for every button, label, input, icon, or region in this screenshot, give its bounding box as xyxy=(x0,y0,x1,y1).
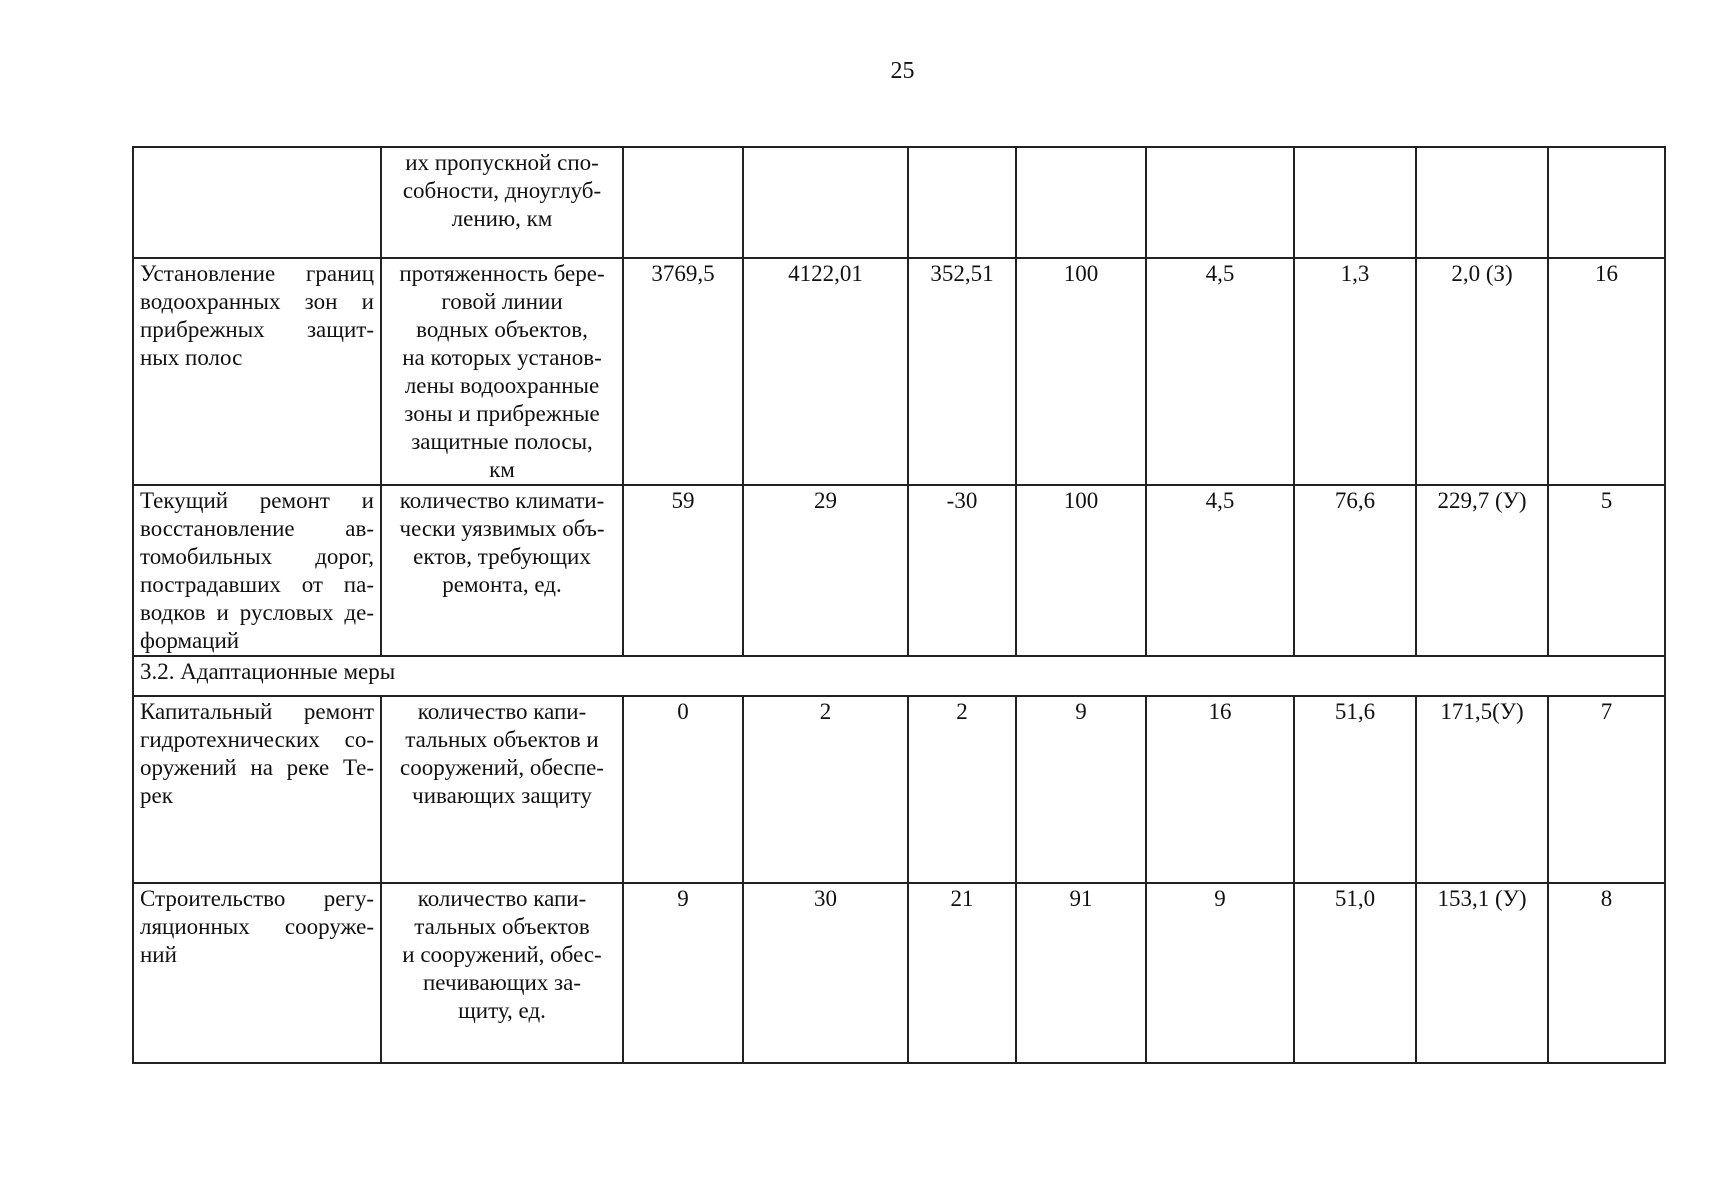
table-row xyxy=(133,696,1665,883)
value-cell xyxy=(743,147,908,258)
measure-cell: Капитальный ремонт гидротехнических со-оружений на реке Те-рек xyxy=(133,696,381,883)
value-cell: 2 xyxy=(908,696,1016,883)
value-cell xyxy=(908,147,1016,258)
value-cell: 16 xyxy=(1146,696,1294,883)
page-number: 25 xyxy=(890,58,915,84)
value-cell: 4122,01 xyxy=(743,258,908,485)
value-cell: 29 xyxy=(743,485,908,656)
measures-table xyxy=(132,146,1666,1064)
value-cell: 30 xyxy=(743,883,908,1063)
value-cell: 4,5 xyxy=(1146,485,1294,656)
value-cell: 16 xyxy=(1548,258,1665,485)
table-row xyxy=(133,147,1665,258)
section-title: 3.2. Адаптационные меры xyxy=(133,656,1665,696)
value-cell: 171,5(У) xyxy=(1416,696,1548,883)
table-row xyxy=(133,485,1665,656)
value-cell: 21 xyxy=(908,883,1016,1063)
value-cell xyxy=(1146,147,1294,258)
value-cell xyxy=(1016,147,1146,258)
value-cell: 229,7 (У) xyxy=(1416,485,1548,656)
value-cell: 2,0 (З) xyxy=(1416,258,1548,485)
measure-cell: Установление границ водоохранных зон и прибрежных защит-ных полос xyxy=(133,258,381,485)
value-cell: 51,6 xyxy=(1294,696,1416,883)
value-cell: 9 xyxy=(1016,696,1146,883)
value-cell: 100 xyxy=(1016,258,1146,485)
value-cell: 51,0 xyxy=(1294,883,1416,1063)
value-cell: 59 xyxy=(623,485,743,656)
indicator-cell: количество капи- тальных объектов и сооружений, обеспе- чивающих защиту xyxy=(381,696,623,883)
value-cell: 352,51 xyxy=(908,258,1016,485)
table-row xyxy=(133,258,1665,485)
value-cell: 153,1 (У) xyxy=(1416,883,1548,1063)
value-cell: 4,5 xyxy=(1146,258,1294,485)
value-cell: -30 xyxy=(908,485,1016,656)
value-cell: 9 xyxy=(1146,883,1294,1063)
value-cell: 2 xyxy=(743,696,908,883)
value-cell: 9 xyxy=(623,883,743,1063)
value-cell: 7 xyxy=(1548,696,1665,883)
value-cell: 5 xyxy=(1548,485,1665,656)
value-cell: 3769,5 xyxy=(623,258,743,485)
value-cell xyxy=(1294,147,1416,258)
value-cell xyxy=(1416,147,1548,258)
table-row xyxy=(133,883,1665,1063)
value-cell: 76,6 xyxy=(1294,485,1416,656)
value-cell xyxy=(623,147,743,258)
value-cell: 0 xyxy=(623,696,743,883)
value-cell: 8 xyxy=(1548,883,1665,1063)
value-cell: 1,3 xyxy=(1294,258,1416,485)
value-cell: 91 xyxy=(1016,883,1146,1063)
indicator-cell: протяженность бере- говой линии водных объектов, на которых установ- лены водоохранные зоны и прибрежные защитные полосы, км xyxy=(381,258,623,485)
section-row xyxy=(133,656,1665,696)
value-cell xyxy=(1548,147,1665,258)
value-cell: 100 xyxy=(1016,485,1146,656)
indicator-cell: количество климати- чески уязвимых объ- ектов, требующих ремонта, ед. xyxy=(381,485,623,656)
measure-cell: Текущий ремонт и восстановление ав-томобильных дорог, пострадавших от па-водков и русловых де-формаций xyxy=(133,485,381,656)
indicator-cell: количество капи- тальных объектов и сооружений, обес- печивающих за- щиту, ед. xyxy=(381,883,623,1063)
measure-cell: Строительство регу-ляционных сооруже-ний xyxy=(133,883,381,1063)
measure-cell xyxy=(133,147,381,258)
indicator-cell: их пропускной спо- собности, дноуглуб- лению, км xyxy=(381,147,623,258)
table-body xyxy=(133,147,1665,1063)
